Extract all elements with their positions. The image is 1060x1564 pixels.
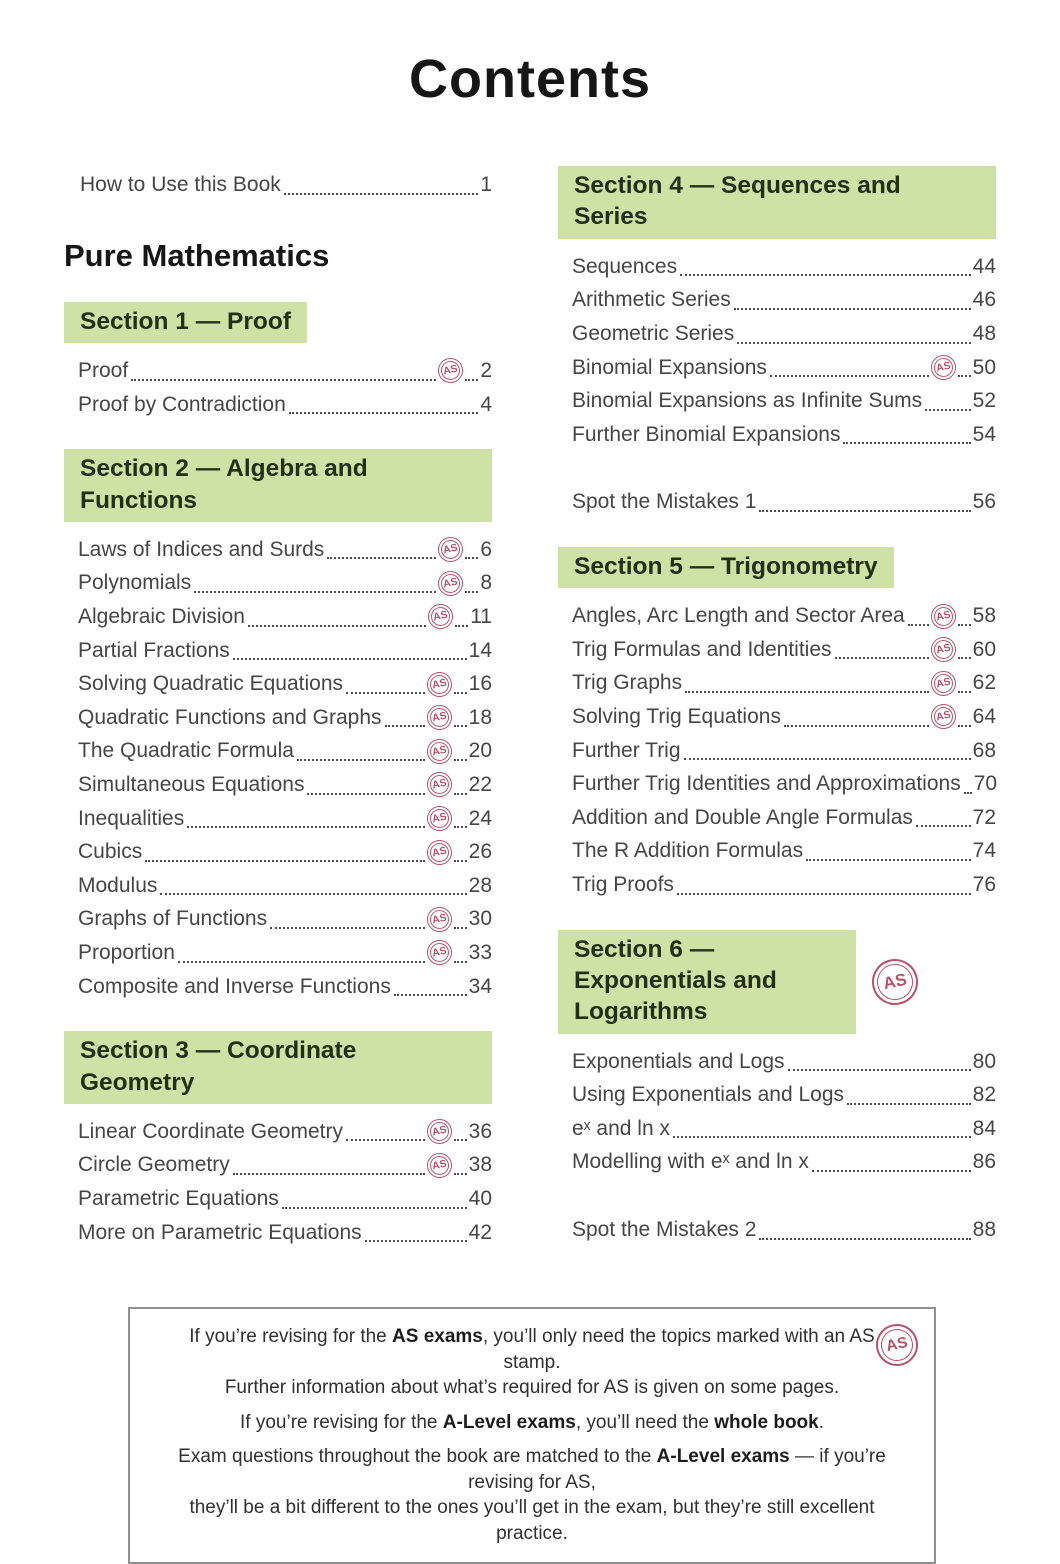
toc-column-right (558, 160, 996, 1249)
dotted-leader (958, 624, 971, 626)
toc-page-number: 11 (470, 605, 492, 629)
dotted-leader (685, 691, 929, 693)
note-text-segment: , you’ll need the (575, 1411, 715, 1433)
toc-page-number: 58 (972, 604, 996, 628)
dotted-leader (964, 792, 972, 794)
toc-row (558, 351, 996, 385)
section-header-row (558, 930, 996, 1034)
dotted-leader (958, 657, 971, 659)
dotted-leader (680, 274, 971, 276)
toc-row (558, 868, 996, 902)
toc-row (558, 734, 996, 768)
toc-row (558, 1078, 996, 1112)
as-stamp-label: AS (430, 843, 448, 859)
toc-row (64, 533, 492, 567)
toc-section-block (64, 302, 492, 422)
dotted-leader (465, 591, 478, 593)
toc-columns (64, 160, 996, 1249)
dotted-leader (465, 379, 478, 381)
toc-page-number: 22 (468, 773, 492, 797)
dotted-leader (847, 1103, 971, 1105)
toc-row (64, 1148, 492, 1182)
note-text-segment: — if you’re revising for AS, (468, 1446, 886, 1493)
as-stamp-label: AS (442, 575, 460, 590)
note-text-segment: whole book (714, 1411, 819, 1433)
note-text-segment: AS exams (392, 1326, 483, 1348)
section-header-row (64, 449, 492, 522)
toc-page-number: 4 (480, 392, 492, 416)
toc-page-number: 40 (468, 1187, 492, 1211)
dotted-leader (454, 826, 467, 828)
section-header: Section 2 — Algebra and Functions (64, 449, 492, 522)
toc-entry-label: More on Parametric Equations (78, 1220, 362, 1244)
toc-page-number: 28 (468, 873, 492, 897)
section-header-row (64, 1031, 492, 1104)
as-stamp-icon (928, 668, 958, 698)
toc-entry-label: Algebraic Division (78, 605, 245, 629)
toc-entry-label: Modulus (78, 873, 158, 897)
toc-page-number: 60 (972, 637, 996, 661)
toc-entry-label: Exponentials and Logs (572, 1049, 785, 1073)
toc-page-number: 20 (468, 739, 492, 763)
toc-page-number: 74 (972, 839, 996, 863)
toc-entry-label: Binomial Expansions as Infinite Sums (572, 389, 923, 413)
note-paragraph (160, 1444, 904, 1546)
toc-section-block (64, 449, 492, 1003)
dotted-leader (784, 725, 929, 727)
as-stamp-label: AS (430, 675, 448, 691)
toc-page-number: 18 (468, 705, 492, 729)
as-stamp-label: AS (934, 675, 952, 690)
as-stamp-label: AS (442, 541, 460, 557)
toc-entry-label: Solving Trig Equations (572, 705, 781, 729)
toc-row (558, 283, 996, 317)
dotted-leader (233, 658, 467, 660)
as-stamp-label: AS (934, 607, 952, 623)
toc-row (558, 1112, 996, 1146)
dotted-leader (394, 994, 467, 996)
section-header-row (558, 166, 996, 239)
toc-row (558, 418, 996, 452)
as-stamp-icon (928, 635, 958, 665)
dotted-leader (806, 859, 971, 861)
as-stamp-label: AS (934, 359, 952, 374)
note-paragraphs (160, 1324, 904, 1546)
toc-page-number: 33 (468, 940, 492, 964)
toc-row (64, 802, 492, 836)
as-stamp-icon (424, 837, 454, 867)
dotted-leader (770, 375, 929, 377)
toc-entry-label: The R Addition Formulas (572, 839, 804, 863)
toc-row (64, 768, 492, 802)
section-header: Section 5 — Trigonometry (558, 547, 894, 588)
as-stamp-label: AS (881, 969, 909, 993)
toc-page-number: 1 (480, 173, 492, 196)
toc-page-number: 56 (972, 490, 996, 514)
dotted-leader (788, 1069, 971, 1071)
dotted-leader (178, 961, 425, 963)
toc-row (64, 1182, 492, 1216)
toc-row (64, 734, 492, 768)
as-stamp-icon (928, 352, 958, 382)
toc-entry-label: Spot the Mistakes 1 (572, 490, 757, 514)
toc-page-number: 26 (468, 840, 492, 864)
toc-page-number: 36 (468, 1119, 492, 1143)
toc-row (558, 384, 996, 418)
as-stamp-label: AS (432, 608, 449, 624)
dotted-leader (759, 1238, 970, 1240)
note-line (160, 1444, 904, 1495)
toc-row (558, 1145, 996, 1179)
dotted-leader (194, 591, 436, 593)
as-stamp-icon (436, 535, 466, 565)
note-text-segment: If you’re revising for the (189, 1326, 393, 1348)
toc-entry-label: Spot the Mistakes 2 (572, 1218, 757, 1242)
as-stamp-label: AS (430, 944, 448, 960)
toc-page-number: 76 (972, 872, 996, 896)
as-stamp-icon (424, 669, 454, 699)
toc-entry-label: Proportion (78, 940, 175, 964)
as-stamp-label: AS (430, 743, 448, 758)
dotted-leader (673, 1136, 971, 1138)
as-stamp-label: AS (430, 709, 448, 725)
toc-entry-label: Quadratic Functions and Graphs (78, 705, 382, 729)
dotted-leader (289, 412, 479, 414)
dotted-leader (465, 557, 478, 559)
toc-entry-label: How to Use this Book (80, 173, 281, 196)
toc-page-number: 82 (972, 1083, 996, 1107)
toc-row (64, 835, 492, 869)
as-stamp-label: AS (430, 776, 448, 792)
dotted-leader (284, 193, 479, 195)
toc-page-number: 50 (972, 355, 996, 379)
dotted-leader (916, 825, 971, 827)
dotted-leader (454, 1139, 467, 1141)
toc-entry-label: Parametric Equations (78, 1187, 279, 1211)
toc-entry-label: Binomial Expansions (572, 355, 767, 379)
as-stamp-label: AS (934, 641, 952, 657)
dotted-leader (759, 510, 970, 512)
dotted-leader (835, 657, 929, 659)
toc-row (64, 667, 492, 701)
dotted-leader (958, 375, 971, 377)
right-column-blocks (558, 166, 996, 1247)
toc-page-number: 34 (468, 974, 492, 998)
toc-entry-label: Partial Fractions (78, 638, 230, 662)
toc-page-number: 8 (480, 571, 492, 595)
toc-row (64, 600, 492, 634)
toc-page-number: 6 (480, 537, 492, 561)
toc-row (558, 633, 996, 667)
toc-entry-label: Proof (78, 358, 129, 382)
toc-row (64, 970, 492, 1004)
toc-page-number: 2 (480, 358, 492, 382)
as-stamp-label: AS (430, 810, 448, 826)
note-text-segment: , you’ll only need the topics marked with an AS stamp. (482, 1326, 875, 1373)
toc-entry-label: Addition and Double Angle Formulas (572, 805, 913, 829)
toc-entry-label: Trig Proofs (572, 872, 674, 896)
toc-page-number: 52 (972, 389, 996, 413)
dotted-leader (385, 725, 425, 727)
toc-entry-label: Trig Graphs (572, 671, 683, 695)
note-text-segment: Exam questions throughout the book are matched to the (178, 1446, 657, 1468)
toc-page-number: 48 (972, 321, 996, 345)
toc-section-block (558, 930, 996, 1179)
toc-row (558, 1213, 996, 1247)
toc-row (558, 834, 996, 868)
left-column-blocks (64, 302, 492, 1250)
dotted-leader (145, 860, 424, 862)
toc-section-block (64, 1031, 492, 1249)
dotted-leader (327, 557, 436, 559)
note-text-segment: they’ll be a bit different to the ones you’ll get in the exam, but they’re still excellent practice. (189, 1497, 875, 1544)
toc-page-number: 68 (972, 738, 996, 762)
dotted-leader (684, 758, 971, 760)
toc-row (558, 666, 996, 700)
as-stamp-icon (424, 1117, 454, 1147)
toc-page-number: 44 (972, 254, 996, 278)
toc-page-number: 54 (972, 422, 996, 446)
toc-page-number: 14 (468, 638, 492, 662)
as-stamp-label: AS (430, 1157, 448, 1172)
toc-row (64, 354, 492, 388)
toc-column-left (64, 160, 492, 1249)
section-header: Section 3 — Coordinate Geometry (64, 1031, 492, 1104)
toc-entry-label: Composite and Inverse Functions (78, 974, 391, 998)
dotted-leader (958, 725, 971, 727)
toc-page-number: 62 (972, 671, 996, 695)
note-paragraph (160, 1410, 904, 1436)
as-stamp-icon (426, 602, 456, 632)
toc-row (64, 388, 492, 422)
as-stamp-label: AS (442, 362, 460, 378)
note-text-segment: A-Level exams (442, 1411, 576, 1433)
part-title: Pure Mathematics (64, 237, 330, 273)
dotted-leader (248, 625, 426, 627)
dotted-leader (454, 793, 467, 795)
toc-row (64, 168, 492, 202)
dotted-leader (307, 793, 424, 795)
as-stamp-icon (436, 568, 466, 598)
as-stamp-label: AS (934, 708, 952, 724)
toc-row (64, 566, 492, 600)
dotted-leader (925, 409, 970, 411)
dotted-leader (455, 625, 468, 627)
toc-page-number: 38 (468, 1153, 492, 1177)
dotted-leader (454, 961, 467, 963)
toc-entry-label: Polynomials (78, 571, 192, 595)
note-line (160, 1375, 904, 1401)
dotted-leader (737, 342, 970, 344)
note-text-segment: A-Level exams (656, 1446, 790, 1468)
note-line (160, 1410, 904, 1436)
toc-page-number: 88 (972, 1218, 996, 1242)
toc-entry-label: Cubics (78, 840, 143, 864)
as-stamp-icon (424, 904, 454, 934)
as-stamp-label: AS (430, 1123, 448, 1139)
toc-page-number: 86 (972, 1150, 996, 1174)
dotted-leader (131, 379, 436, 381)
toc-row (558, 599, 996, 633)
dotted-leader (908, 624, 929, 626)
toc-row (558, 700, 996, 734)
section-header: Section 1 — Proof (64, 302, 307, 343)
dotted-leader (297, 759, 425, 761)
dotted-leader (454, 725, 467, 727)
section-header: Section 4 — Sequences and Series (558, 166, 996, 239)
toc-row (558, 801, 996, 835)
toc-entry-label: The Quadratic Formula (78, 739, 294, 763)
dotted-leader (282, 1207, 467, 1209)
as-stamp-icon (868, 954, 923, 1009)
toc-entry-label: Using Exponentials and Logs (572, 1083, 845, 1107)
section-header: Section 6 — Exponentials and Logarithms (558, 930, 856, 1034)
dotted-leader (160, 893, 466, 895)
toc-row (558, 317, 996, 351)
toc-entry-label: Graphs of Functions (78, 907, 268, 931)
dotted-leader (233, 1173, 425, 1175)
note-line (160, 1324, 904, 1375)
dotted-leader (812, 1170, 971, 1172)
toc-entry-label: Geometric Series (572, 321, 735, 345)
as-note-box (128, 1307, 936, 1564)
section-header-row (558, 547, 996, 588)
as-stamp-icon (424, 703, 454, 733)
toc-entry-label: Inequalities (78, 806, 185, 830)
toc-page-number: 70 (973, 772, 998, 796)
toc-row (558, 1045, 996, 1079)
toc-row (558, 767, 996, 801)
toc-entry-label: Modelling with eˣ and ln x (572, 1150, 809, 1174)
dotted-leader (454, 927, 467, 929)
toc-page-number: 24 (468, 806, 492, 830)
as-stamp-icon (424, 736, 454, 766)
toc-page-number: 46 (972, 288, 996, 312)
toc-page-number: 80 (972, 1049, 996, 1073)
toc-row (64, 1216, 492, 1250)
section-header-row (64, 302, 492, 343)
note-paragraph (160, 1324, 904, 1401)
toc-page-number: 30 (468, 907, 492, 931)
as-stamp-label: AS (884, 1334, 910, 1356)
toc-row (558, 250, 996, 284)
toc-section-block (558, 547, 996, 902)
dotted-leader (843, 442, 970, 444)
dotted-leader (187, 826, 424, 828)
dotted-leader (365, 1240, 467, 1242)
toc-page-number: 72 (972, 805, 996, 829)
as-stamp-icon (436, 356, 466, 386)
toc-entry-label: Sequences (572, 254, 678, 278)
note-text-segment: If you’re revising for the (240, 1411, 443, 1433)
toc-entry-label: Further Binomial Expansions (572, 422, 841, 446)
toc-entry-label: Further Trig Identities and Approximations (572, 772, 961, 796)
as-stamp-icon (424, 938, 454, 968)
as-stamp-icon (928, 702, 958, 732)
note-line (160, 1495, 904, 1546)
dotted-leader (454, 860, 467, 862)
toc-page-number: 84 (972, 1116, 996, 1140)
toc-entry-label: Angles, Arc Length and Sector Area (572, 604, 905, 628)
toc-row (558, 485, 996, 519)
as-stamp-label: AS (430, 911, 448, 926)
toc-entry-label: Circle Geometry (78, 1153, 230, 1177)
toc-row (64, 634, 492, 668)
as-stamp-icon (424, 770, 454, 800)
toc-row (64, 936, 492, 970)
toc-entry-label: Further Trig (572, 738, 681, 762)
toc-entry-label: Arithmetic Series (572, 288, 731, 312)
as-stamp-icon (928, 601, 958, 631)
page-title: Contents (409, 49, 651, 109)
as-stamp-icon (424, 1150, 454, 1180)
dotted-leader (454, 759, 467, 761)
toc-section-block (558, 166, 996, 451)
toc-section-block (558, 485, 996, 519)
dotted-leader (270, 927, 425, 929)
dotted-leader (958, 691, 971, 693)
as-stamp-icon (424, 804, 454, 834)
toc-entry-label: Trig Formulas and Identities (572, 637, 832, 661)
dotted-leader (346, 692, 425, 694)
toc-page-number: 64 (972, 705, 996, 729)
dotted-leader (346, 1139, 425, 1141)
toc-row (64, 869, 492, 903)
toc-page-number: 16 (468, 672, 492, 696)
toc-row (64, 701, 492, 735)
dotted-leader (454, 692, 467, 694)
note-text-segment: . (818, 1411, 824, 1433)
toc-entry-label: Linear Coordinate Geometry (78, 1119, 343, 1143)
toc-entry-label: eˣ and ln x (572, 1116, 670, 1140)
toc-entry-label: Simultaneous Equations (78, 773, 305, 797)
toc-row (64, 1115, 492, 1149)
toc-page-number: 42 (468, 1220, 492, 1244)
dotted-leader (677, 893, 971, 895)
dotted-leader (454, 1173, 467, 1175)
note-text-segment: Further information about what’s required for AS is given on some pages. (224, 1377, 840, 1399)
toc-section-block (558, 1213, 996, 1247)
dotted-leader (734, 308, 971, 310)
toc-entry-label: Solving Quadratic Equations (78, 672, 343, 696)
toc-entry-label: Proof by Contradiction (78, 392, 286, 416)
toc-entry-label: Laws of Indices and Surds (78, 537, 325, 561)
toc-row (64, 902, 492, 936)
